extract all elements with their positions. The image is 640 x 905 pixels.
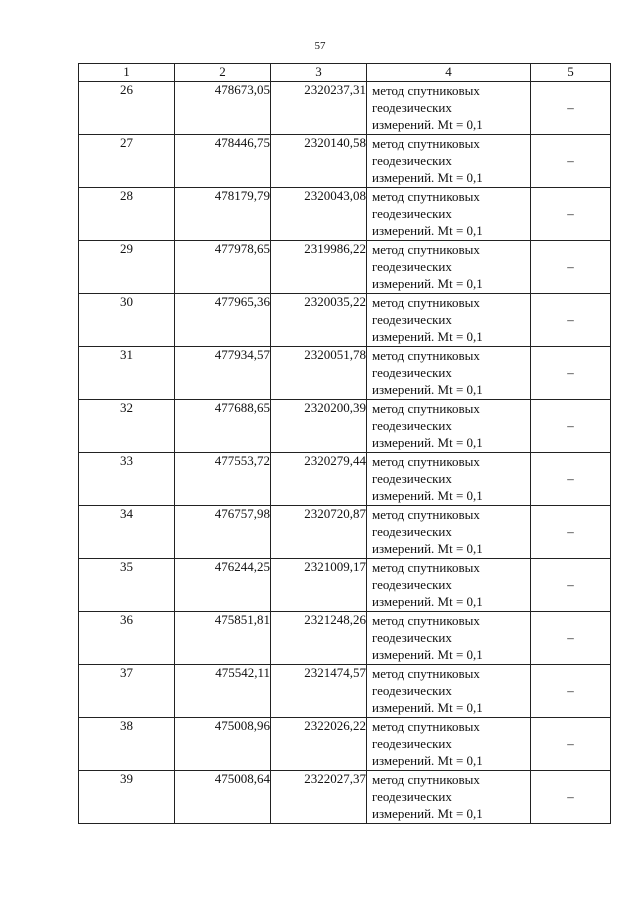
method-text-line: измерений. Mt = 0,1 — [372, 382, 483, 397]
table-row — [79, 506, 611, 559]
method-text-line: метод спутниковых — [372, 772, 480, 787]
method-text-line: метод спутниковых — [372, 83, 480, 98]
note-cell: – — [531, 294, 611, 347]
method-text-line: геодезических — [372, 259, 452, 274]
method-cell — [367, 718, 531, 771]
method-text-line: метод спутниковых — [372, 136, 480, 151]
x-coordinate-cell: 477934,57 — [175, 347, 271, 400]
point-number-cell: 28 — [79, 188, 175, 241]
method-cell — [367, 612, 531, 665]
method-cell — [367, 771, 531, 824]
method-text-line: геодезических — [372, 789, 452, 804]
y-coordinate-cell: 2320720,87 — [271, 506, 367, 559]
method-text-line: метод спутниковых — [372, 719, 480, 734]
method-text-line: метод спутниковых — [372, 295, 480, 310]
method-text-line: метод спутниковых — [372, 242, 480, 257]
method-text-line: геодезических — [372, 683, 452, 698]
y-coordinate-cell: 2320237,31 — [271, 82, 367, 135]
point-number-cell: 36 — [79, 612, 175, 665]
y-coordinate-cell: 2320043,08 — [271, 188, 367, 241]
point-number-cell: 34 — [79, 506, 175, 559]
x-coordinate-cell: 475851,81 — [175, 612, 271, 665]
method-text-line: геодезических — [372, 524, 452, 539]
point-number-cell: 29 — [79, 241, 175, 294]
point-number-cell: 32 — [79, 400, 175, 453]
method-text-line: измерений. Mt = 0,1 — [372, 806, 483, 821]
page-number: 57 — [314, 40, 326, 52]
point-number-cell: 39 — [79, 771, 175, 824]
y-coordinate-cell: 2320051,78 — [271, 347, 367, 400]
y-coordinate-cell: 2319986,22 — [271, 241, 367, 294]
x-coordinate-cell: 478673,05 — [175, 82, 271, 135]
method-text-line: измерений. Mt = 0,1 — [372, 647, 483, 662]
header-col-4: 4 — [367, 64, 531, 82]
x-coordinate-cell: 475008,96 — [175, 718, 271, 771]
method-text-line: измерений. Mt = 0,1 — [372, 753, 483, 768]
table-body — [79, 82, 611, 824]
note-cell: – — [531, 559, 611, 612]
method-cell — [367, 241, 531, 294]
y-coordinate-cell: 2320035,22 — [271, 294, 367, 347]
method-cell — [367, 135, 531, 188]
point-number-cell: 37 — [79, 665, 175, 718]
table-row — [79, 665, 611, 718]
method-text-line: геодезических — [372, 577, 452, 592]
method-cell — [367, 82, 531, 135]
method-text-line: измерений. Mt = 0,1 — [372, 435, 483, 450]
x-coordinate-cell: 477965,36 — [175, 294, 271, 347]
note-cell: – — [531, 82, 611, 135]
table-row — [79, 241, 611, 294]
note-cell: – — [531, 718, 611, 771]
method-text-line: метод спутниковых — [372, 613, 480, 628]
method-text-line: геодезических — [372, 312, 452, 327]
method-text-line: геодезических — [372, 206, 452, 221]
x-coordinate-cell: 476244,25 — [175, 559, 271, 612]
y-coordinate-cell: 2320140,58 — [271, 135, 367, 188]
y-coordinate-cell: 2320279,44 — [271, 453, 367, 506]
y-coordinate-cell: 2322026,22 — [271, 718, 367, 771]
table-row — [79, 453, 611, 506]
method-cell — [367, 453, 531, 506]
note-cell: – — [531, 453, 611, 506]
x-coordinate-cell: 475542,11 — [175, 665, 271, 718]
coordinates-table — [78, 63, 611, 824]
y-coordinate-cell: 2321009,17 — [271, 559, 367, 612]
method-text-line: геодезических — [372, 365, 452, 380]
note-cell: – — [531, 347, 611, 400]
table-row — [79, 188, 611, 241]
x-coordinate-cell: 478179,79 — [175, 188, 271, 241]
table-row — [79, 294, 611, 347]
method-text-line: геодезических — [372, 418, 452, 433]
method-text-line: метод спутниковых — [372, 401, 480, 416]
method-cell — [367, 347, 531, 400]
note-cell: – — [531, 506, 611, 559]
point-number-cell: 27 — [79, 135, 175, 188]
note-cell: – — [531, 771, 611, 824]
note-cell: – — [531, 400, 611, 453]
method-cell — [367, 188, 531, 241]
method-text-line: измерений. Mt = 0,1 — [372, 223, 483, 238]
method-text-line: геодезических — [372, 471, 452, 486]
note-cell: – — [531, 135, 611, 188]
method-text-line: метод спутниковых — [372, 454, 480, 469]
method-text-line: геодезических — [372, 630, 452, 645]
method-text-line: измерений. Mt = 0,1 — [372, 594, 483, 609]
note-cell: – — [531, 188, 611, 241]
y-coordinate-cell: 2320200,39 — [271, 400, 367, 453]
method-text-line: метод спутниковых — [372, 560, 480, 575]
method-cell — [367, 559, 531, 612]
x-coordinate-cell: 477553,72 — [175, 453, 271, 506]
table-row — [79, 612, 611, 665]
method-text-line: измерений. Mt = 0,1 — [372, 276, 483, 291]
point-number-cell: 26 — [79, 82, 175, 135]
header-col-3: 3 — [271, 64, 367, 82]
x-coordinate-cell: 478446,75 — [175, 135, 271, 188]
table-row — [79, 400, 611, 453]
note-cell: – — [531, 241, 611, 294]
note-cell: – — [531, 665, 611, 718]
method-text-line: метод спутниковых — [372, 348, 480, 363]
header-col-2: 2 — [175, 64, 271, 82]
method-cell — [367, 294, 531, 347]
x-coordinate-cell: 477978,65 — [175, 241, 271, 294]
method-text-line: метод спутниковых — [372, 507, 480, 522]
table-row — [79, 718, 611, 771]
x-coordinate-cell: 475008,64 — [175, 771, 271, 824]
y-coordinate-cell: 2321248,26 — [271, 612, 367, 665]
header-col-1: 1 — [79, 64, 175, 82]
y-coordinate-cell: 2321474,57 — [271, 665, 367, 718]
x-coordinate-cell: 476757,98 — [175, 506, 271, 559]
method-cell — [367, 400, 531, 453]
note-cell: – — [531, 612, 611, 665]
method-text-line: измерений. Mt = 0,1 — [372, 700, 483, 715]
point-number-cell: 33 — [79, 453, 175, 506]
table-row — [79, 82, 611, 135]
y-coordinate-cell: 2322027,37 — [271, 771, 367, 824]
method-text-line: измерений. Mt = 0,1 — [372, 488, 483, 503]
table-header — [79, 64, 611, 82]
x-coordinate-cell: 477688,65 — [175, 400, 271, 453]
table-row — [79, 135, 611, 188]
point-number-cell: 30 — [79, 294, 175, 347]
method-text-line: измерений. Mt = 0,1 — [372, 170, 483, 185]
method-cell — [367, 506, 531, 559]
method-text-line: измерений. Mt = 0,1 — [372, 117, 483, 132]
table-row — [79, 771, 611, 824]
method-text-line: геодезических — [372, 736, 452, 751]
method-text-line: измерений. Mt = 0,1 — [372, 541, 483, 556]
header-col-5: 5 — [531, 64, 611, 82]
point-number-cell: 31 — [79, 347, 175, 400]
method-text-line: геодезических — [372, 153, 452, 168]
header-row — [79, 64, 611, 82]
table-row — [79, 347, 611, 400]
method-text-line: метод спутниковых — [372, 666, 480, 681]
method-text-line: измерений. Mt = 0,1 — [372, 329, 483, 344]
method-cell — [367, 665, 531, 718]
method-text-line: геодезических — [372, 100, 452, 115]
point-number-cell: 35 — [79, 559, 175, 612]
table-row — [79, 559, 611, 612]
method-text-line: метод спутниковых — [372, 189, 480, 204]
point-number-cell: 38 — [79, 718, 175, 771]
